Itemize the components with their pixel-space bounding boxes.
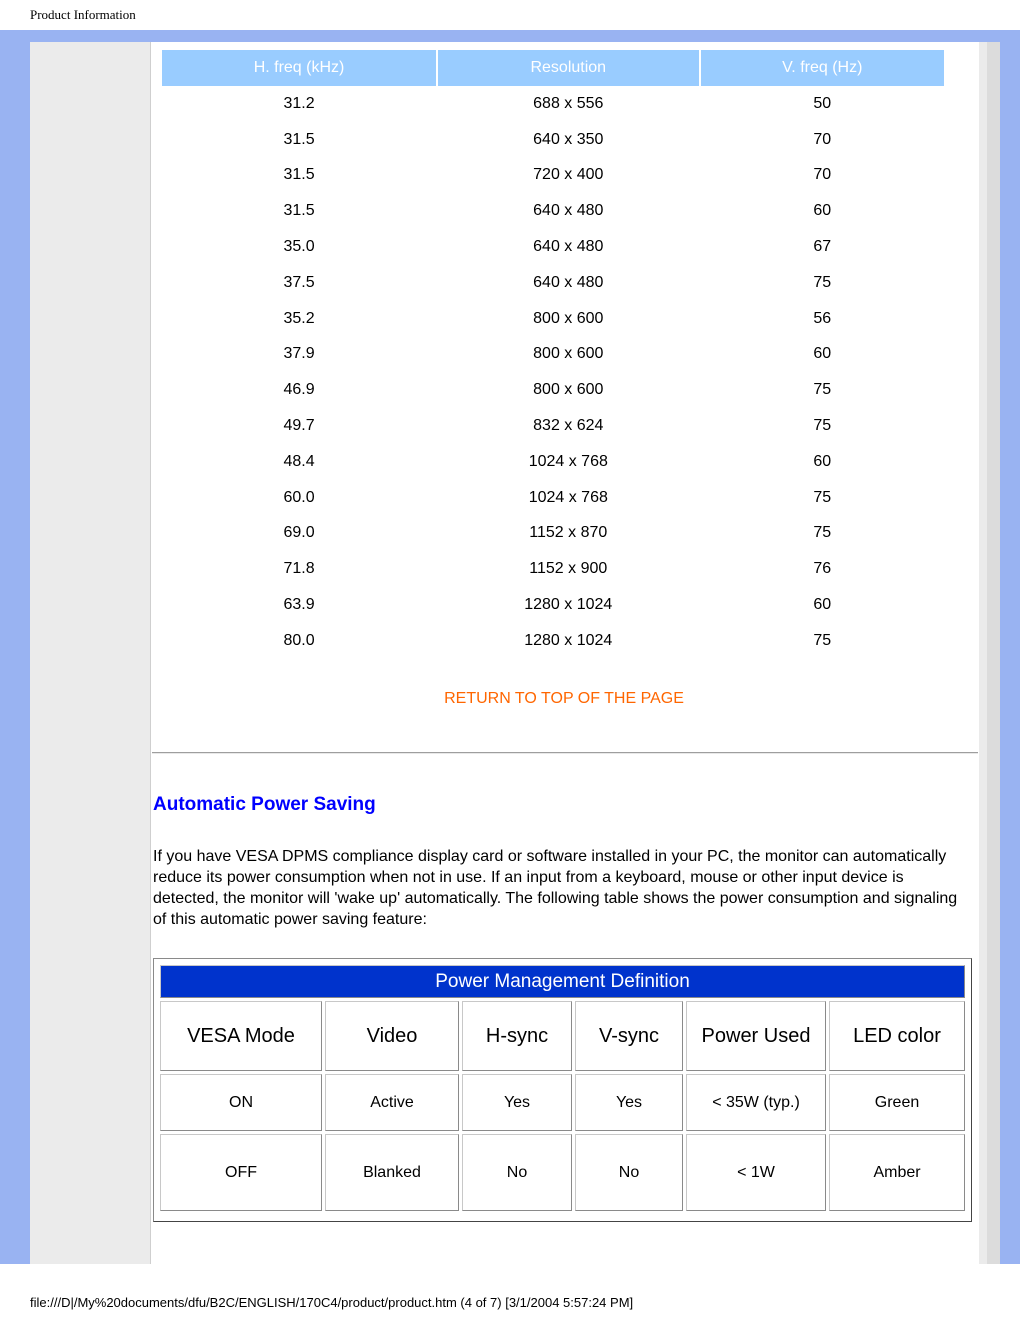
resolution-cell: 1152 x 870 <box>529 524 608 542</box>
resolution-cell: 832 x 624 <box>533 417 604 435</box>
h-freq-cell: 48.4 <box>283 452 315 470</box>
v-freq-cell: 75 <box>813 381 832 399</box>
table-cell: Yes <box>575 1074 683 1131</box>
resolution-cell: 800 x 600 <box>533 309 604 327</box>
power-table-title: Power Management Definition <box>160 965 965 998</box>
v-freq-cell: 70 <box>813 166 832 184</box>
resolution-cell: 720 x 400 <box>533 166 604 184</box>
h-freq-cell: 63.9 <box>283 596 315 614</box>
resolution-cell: 1280 x 1024 <box>524 596 613 614</box>
v-freq-cell: 60 <box>813 345 832 363</box>
v-freq-cell: 70 <box>813 130 832 148</box>
print-footer-url: file:///D|/My%20documents/dfu/B2C/ENGLISH/170C4/product/product.htm (4 of 7) [3/1/2004 5:57:24 PM] <box>30 1295 634 1310</box>
table-row <box>162 444 944 480</box>
h-freq-cell: 31.5 <box>283 130 315 148</box>
table-row <box>160 1134 965 1211</box>
scrollbar[interactable] <box>987 42 1000 1264</box>
resolution-cell: 640 x 350 <box>533 130 604 148</box>
table-row <box>162 480 944 516</box>
resolution-cell: 1024 x 768 <box>528 488 608 506</box>
column-header: V. freq (Hz) <box>701 48 944 86</box>
v-freq-cell: 76 <box>813 560 832 578</box>
resolution-cell: 640 x 480 <box>533 202 604 220</box>
timing-table-header <box>162 48 944 86</box>
table-row <box>162 516 944 552</box>
h-freq-cell: 69.0 <box>283 524 315 542</box>
table-row <box>162 372 944 408</box>
table-cell: No <box>575 1134 683 1211</box>
v-freq-cell: 75 <box>813 631 832 649</box>
v-freq-cell: 75 <box>813 488 832 506</box>
column-header: Power Used <box>686 1001 826 1071</box>
column-header: Video <box>325 1001 459 1071</box>
table-row <box>162 193 944 229</box>
table-cell: OFF <box>160 1134 322 1211</box>
column-header: H. freq (kHz) <box>162 48 436 86</box>
column-header: H-sync <box>462 1001 572 1071</box>
table-row <box>162 408 944 444</box>
v-freq-cell: 60 <box>813 202 832 220</box>
timing-table <box>160 48 946 659</box>
table-cell: Green <box>829 1074 965 1131</box>
table-row <box>162 301 944 337</box>
table-row <box>162 265 944 301</box>
h-freq-cell: 71.8 <box>283 560 315 578</box>
h-freq-cell: 35.2 <box>283 309 315 327</box>
column-header: Resolution <box>438 48 698 86</box>
table-cell: ON <box>160 1074 322 1131</box>
v-freq-cell: 50 <box>813 94 832 112</box>
print-header-title: Product Information <box>30 7 136 22</box>
table-row <box>162 551 944 587</box>
h-freq-cell: 31.2 <box>283 94 315 112</box>
table-row <box>162 158 944 194</box>
v-freq-cell: 60 <box>813 596 832 614</box>
v-freq-cell: 75 <box>813 417 832 435</box>
table-cell: Amber <box>829 1134 965 1211</box>
resolution-cell: 640 x 480 <box>533 238 604 256</box>
v-freq-cell: 60 <box>813 452 832 470</box>
table-cell: < 35W (typ.) <box>686 1074 826 1131</box>
table-cell: No <box>462 1134 572 1211</box>
table-row <box>162 122 944 158</box>
column-header: VESA Mode <box>160 1001 322 1071</box>
v-freq-cell: 67 <box>813 238 832 256</box>
resolution-cell: 688 x 556 <box>533 94 604 112</box>
table-row <box>162 587 944 623</box>
resolution-cell: 1024 x 768 <box>528 452 608 470</box>
h-freq-cell: 46.9 <box>283 381 315 399</box>
table-row <box>162 86 944 122</box>
table-row <box>160 1074 965 1131</box>
resolution-cell: 1280 x 1024 <box>524 631 613 649</box>
v-freq-cell: 56 <box>813 309 832 327</box>
table-row <box>162 623 944 659</box>
h-freq-cell: 60.0 <box>283 488 315 506</box>
power-management-table-box <box>153 958 972 1222</box>
table-cell: Yes <box>462 1074 572 1131</box>
v-freq-cell: 75 <box>813 273 832 291</box>
table-cell: < 1W <box>686 1134 826 1211</box>
table-row <box>162 229 944 265</box>
h-freq-cell: 80.0 <box>283 631 315 649</box>
power-table-header-row <box>160 1001 965 1071</box>
h-freq-cell: 35.0 <box>283 238 315 256</box>
section-divider <box>152 752 978 754</box>
column-header: LED color <box>829 1001 965 1071</box>
return-to-top-link[interactable]: RETURN TO TOP OF THE PAGE <box>444 690 684 707</box>
table-row <box>162 337 944 373</box>
section-body-text: If you have VESA DPMS compliance display card or software installed in your PC, the monitor can automatically reduce its power consumption when not in use. If an input from a keyboard, mouse or other input device is detected, the monitor will 'wake up' automatically. The following table shows the power consumption and signaling of this automatic power saving feature: <box>153 848 958 928</box>
resolution-cell: 800 x 600 <box>533 381 604 399</box>
v-freq-cell: 75 <box>813 524 832 542</box>
table-cell: Blanked <box>325 1134 459 1211</box>
h-freq-cell: 31.5 <box>283 202 315 220</box>
resolution-cell: 1152 x 900 <box>529 560 608 578</box>
h-freq-cell: 31.5 <box>283 166 315 184</box>
table-cell: Active <box>325 1074 459 1131</box>
power-management-table <box>157 962 968 1214</box>
resolution-cell: 640 x 480 <box>533 273 604 291</box>
resolution-cell: 800 x 600 <box>533 345 604 363</box>
h-freq-cell: 37.5 <box>283 273 315 291</box>
h-freq-cell: 49.7 <box>283 417 315 435</box>
column-header: V-sync <box>575 1001 683 1071</box>
section-title: Automatic Power Saving <box>153 794 376 815</box>
h-freq-cell: 37.9 <box>283 345 315 363</box>
